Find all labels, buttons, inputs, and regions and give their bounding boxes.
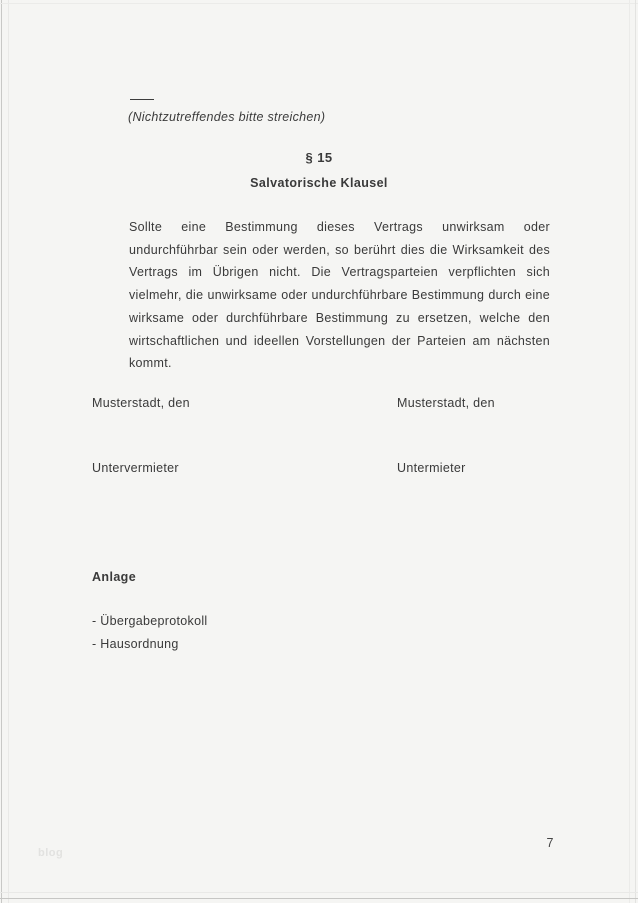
page-edge-top bbox=[0, 3, 638, 4]
page-edge-bottom-inner bbox=[0, 892, 638, 893]
attachment-item: - Hausordnung bbox=[92, 637, 179, 651]
section-title: Salvatorische Klausel bbox=[250, 176, 388, 190]
page-number: 7 bbox=[546, 836, 554, 850]
page-edge-left-outer bbox=[1, 0, 2, 903]
signature-place-left: Musterstadt, den bbox=[92, 396, 190, 410]
attachment-item: - Übergabeprotokoll bbox=[92, 614, 208, 628]
signature-role-left: Untervermieter bbox=[92, 461, 179, 475]
body-paragraph: Sollte eine Bestimmung dieses Vertrags unwirksam oder undurchführbar sein oder werden, so berührt dies die Wirksamkeit des Vertrags im Übrigen nicht. Die Vertragsparteien verpflichten sich vielmehr, die unwirksame oder undurchführbare Bestimmung durch eine wirksame oder durchführbare Bestimmung zu ersetzen, welche den wirtschaftlichen und ideellen Vorstellungen der Parteien am nächsten kommt. bbox=[129, 220, 550, 371]
page-edge-right-outer bbox=[635, 0, 636, 903]
section-number: § 15 bbox=[305, 150, 333, 165]
strike-note: (Nichtzutreffendes bitte streichen) bbox=[128, 110, 326, 124]
page-edge-right-inner bbox=[629, 0, 630, 903]
page-edge-left-inner bbox=[8, 0, 9, 903]
page-edge-bottom-outer bbox=[0, 898, 638, 899]
watermark: blog bbox=[38, 847, 64, 859]
fill-in-blank-line bbox=[130, 99, 154, 100]
signature-role-right: Untermieter bbox=[397, 461, 466, 475]
attachments-heading: Anlage bbox=[92, 570, 137, 584]
signature-place-right: Musterstadt, den bbox=[397, 396, 495, 410]
